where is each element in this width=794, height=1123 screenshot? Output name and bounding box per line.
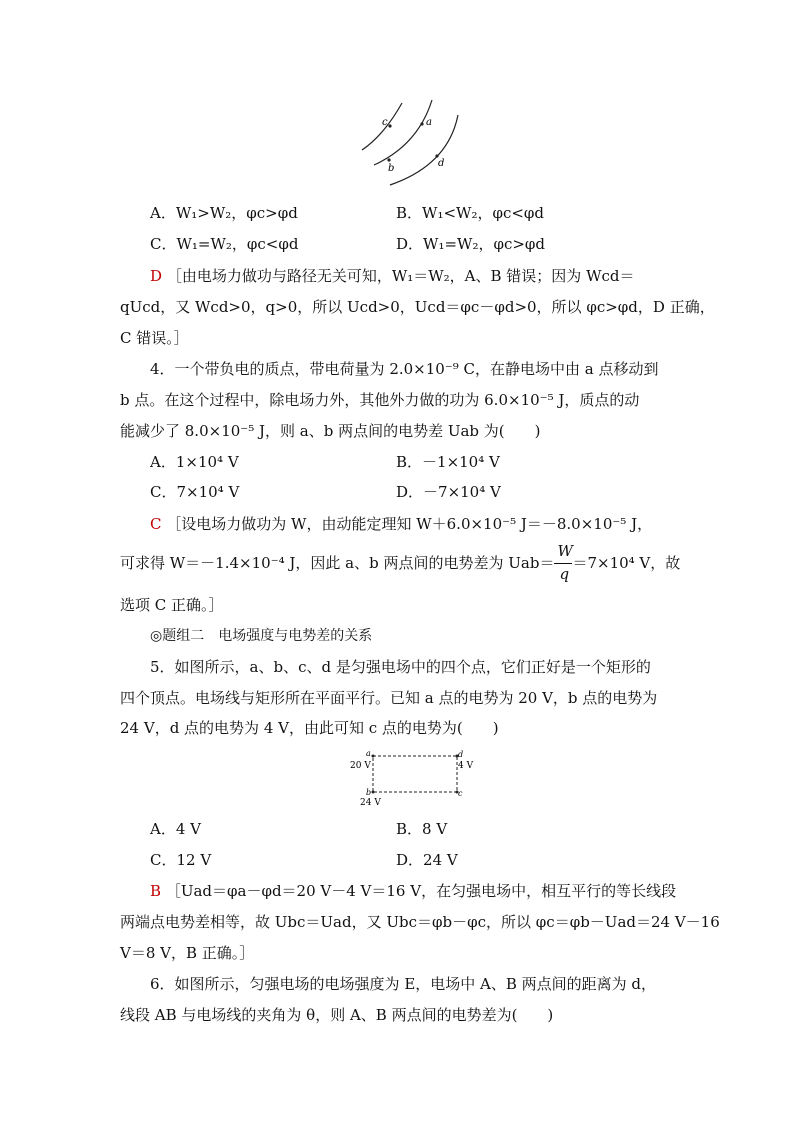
q4-fraction-numerator: W xyxy=(557,542,573,560)
q3-option-a: A．W₁>W₂，φc>φd xyxy=(150,204,298,222)
q4-stem-line2: b 点。在这个过程中，除电场力外，其他外力做的功为 6.0×10⁻⁵ J，质点的动 xyxy=(120,391,640,409)
q5-option-c: C．12 V xyxy=(150,851,212,869)
q5-option-b: B．8 V xyxy=(396,820,448,838)
q4-expl-text2b: ＝7×10⁴ V，故 xyxy=(572,554,681,572)
label-b: b xyxy=(366,788,372,797)
q4-stem-line3: 能减少了 8.0×10⁻⁵ J，则 a、b 两点间的电势差 Uab 为( ) xyxy=(120,422,541,440)
dashed-rectangle xyxy=(373,756,457,792)
q4-explanation-line1 xyxy=(150,514,652,534)
label-a: a xyxy=(366,749,371,758)
value-d: 4 V xyxy=(458,761,474,771)
q5-answer: B xyxy=(150,882,162,900)
q3-option-d: D．W₁=W₂，φc>φd xyxy=(396,235,546,253)
q4-expl-text2a: 可求得 W＝－1.4×10⁻⁴ J，因此 a、b 两点间的电势差为 Uab＝ xyxy=(120,554,555,572)
point-c xyxy=(388,124,391,127)
q4-fraction xyxy=(554,542,573,583)
label-a: a xyxy=(426,117,432,128)
q4-stem-line1: 4．一个带负电的质点，带电荷量为 2.0×10⁻⁹ C，在静电场中由 a 点移动到 xyxy=(150,360,659,378)
q5-expl-text1: ［Uad＝φa－φd＝20 V－4 V＝16 V，在匀强电场中，相互平行的等长线段 xyxy=(165,882,677,900)
point-a xyxy=(420,122,423,125)
q3-expl-text1: ［由电场力做功与路径无关可知，W₁＝W₂，A、B 错误；因为 Wcd＝ xyxy=(166,267,635,285)
label-c: c xyxy=(382,117,388,128)
q3-answer: D xyxy=(150,267,163,285)
q5-stem-line2: 四个顶点。电场线与矩形所在平面平行。已知 a 点的电势为 20 V，b 点的电势为 xyxy=(120,689,658,707)
label-b: b xyxy=(388,163,395,174)
q5-explanation-line1 xyxy=(150,881,676,901)
label-d: d xyxy=(438,158,445,169)
q5-explanation-line2: 两端点电势差相等，故 Ubc＝Uad，又 Ubc＝φb－φc，所以 φc＝φb－Uad＝24 V－16 xyxy=(120,913,720,931)
q5-option-a: A．4 V xyxy=(150,820,201,838)
q5-explanation-line3: V＝8 V，B 正确。］ xyxy=(120,944,255,962)
q3-explanation-line1 xyxy=(150,266,635,286)
q4-option-a: A．1×10⁴ V xyxy=(150,453,239,471)
q4-fraction-denominator: q xyxy=(559,565,570,583)
q5-stem-line3: 24 V，d 点的电势为 4 V，由此可知 c 点的电势为( ) xyxy=(120,719,499,737)
field-lines-figure xyxy=(358,95,478,190)
q3-explanation-line3: C 错误。］ xyxy=(120,329,189,347)
q5-option-d: D．24 V xyxy=(396,851,458,869)
q4-expl-text1: ［设电场力做功为 W，由动能定理知 W＋6.0×10⁻⁵ J＝－8.0×10⁻⁵ J， xyxy=(166,515,653,533)
field-line-middle xyxy=(374,100,432,165)
q4-explanation-line3: 选项 C 正确。］ xyxy=(120,596,224,614)
q4-option-b: B．－1×10⁴ V xyxy=(396,453,500,471)
q4-explanation-line2 xyxy=(120,542,681,583)
rectangle-figure xyxy=(345,748,475,808)
q6-stem-line2: 线段 AB 与电场线的夹角为 θ，则 A、B 两点间的电势差为( ) xyxy=(120,1006,554,1024)
value-b: 24 V xyxy=(360,798,381,808)
q4-option-c: C．7×10⁴ V xyxy=(150,483,240,501)
field-line-right xyxy=(390,115,458,185)
group2-title: ◎题组二 电场强度与电势差的关系 xyxy=(150,628,373,644)
q3-option-c: C．W₁=W₂，φc<φd xyxy=(150,235,299,253)
q3-explanation-line2: qUcd，又 Wcd>0，q>0，所以 Ucd>0，Ucd＝φc－φd>0，所以 φc>φd，D 正确， xyxy=(120,298,715,316)
label-c: c xyxy=(458,789,463,798)
q5-stem-line1: 5．如图所示，a、b、c、d 是匀强电场中的四个点，它们正好是一个矩形的 xyxy=(150,658,651,676)
q6-stem-line1: 6．如图所示，匀强电场的电场强度为 E，电场中 A、B 两点间的距离为 d， xyxy=(150,975,657,993)
q4-option-d: D．－7×10⁴ V xyxy=(396,483,501,501)
label-d: d xyxy=(458,750,464,759)
value-a: 20 V xyxy=(350,761,371,771)
point-b xyxy=(387,158,390,161)
q4-answer: C xyxy=(150,515,162,533)
q3-option-b: B．W₁<W₂，φc<φd xyxy=(396,204,545,222)
point-a xyxy=(372,755,375,758)
point-b xyxy=(372,791,375,794)
